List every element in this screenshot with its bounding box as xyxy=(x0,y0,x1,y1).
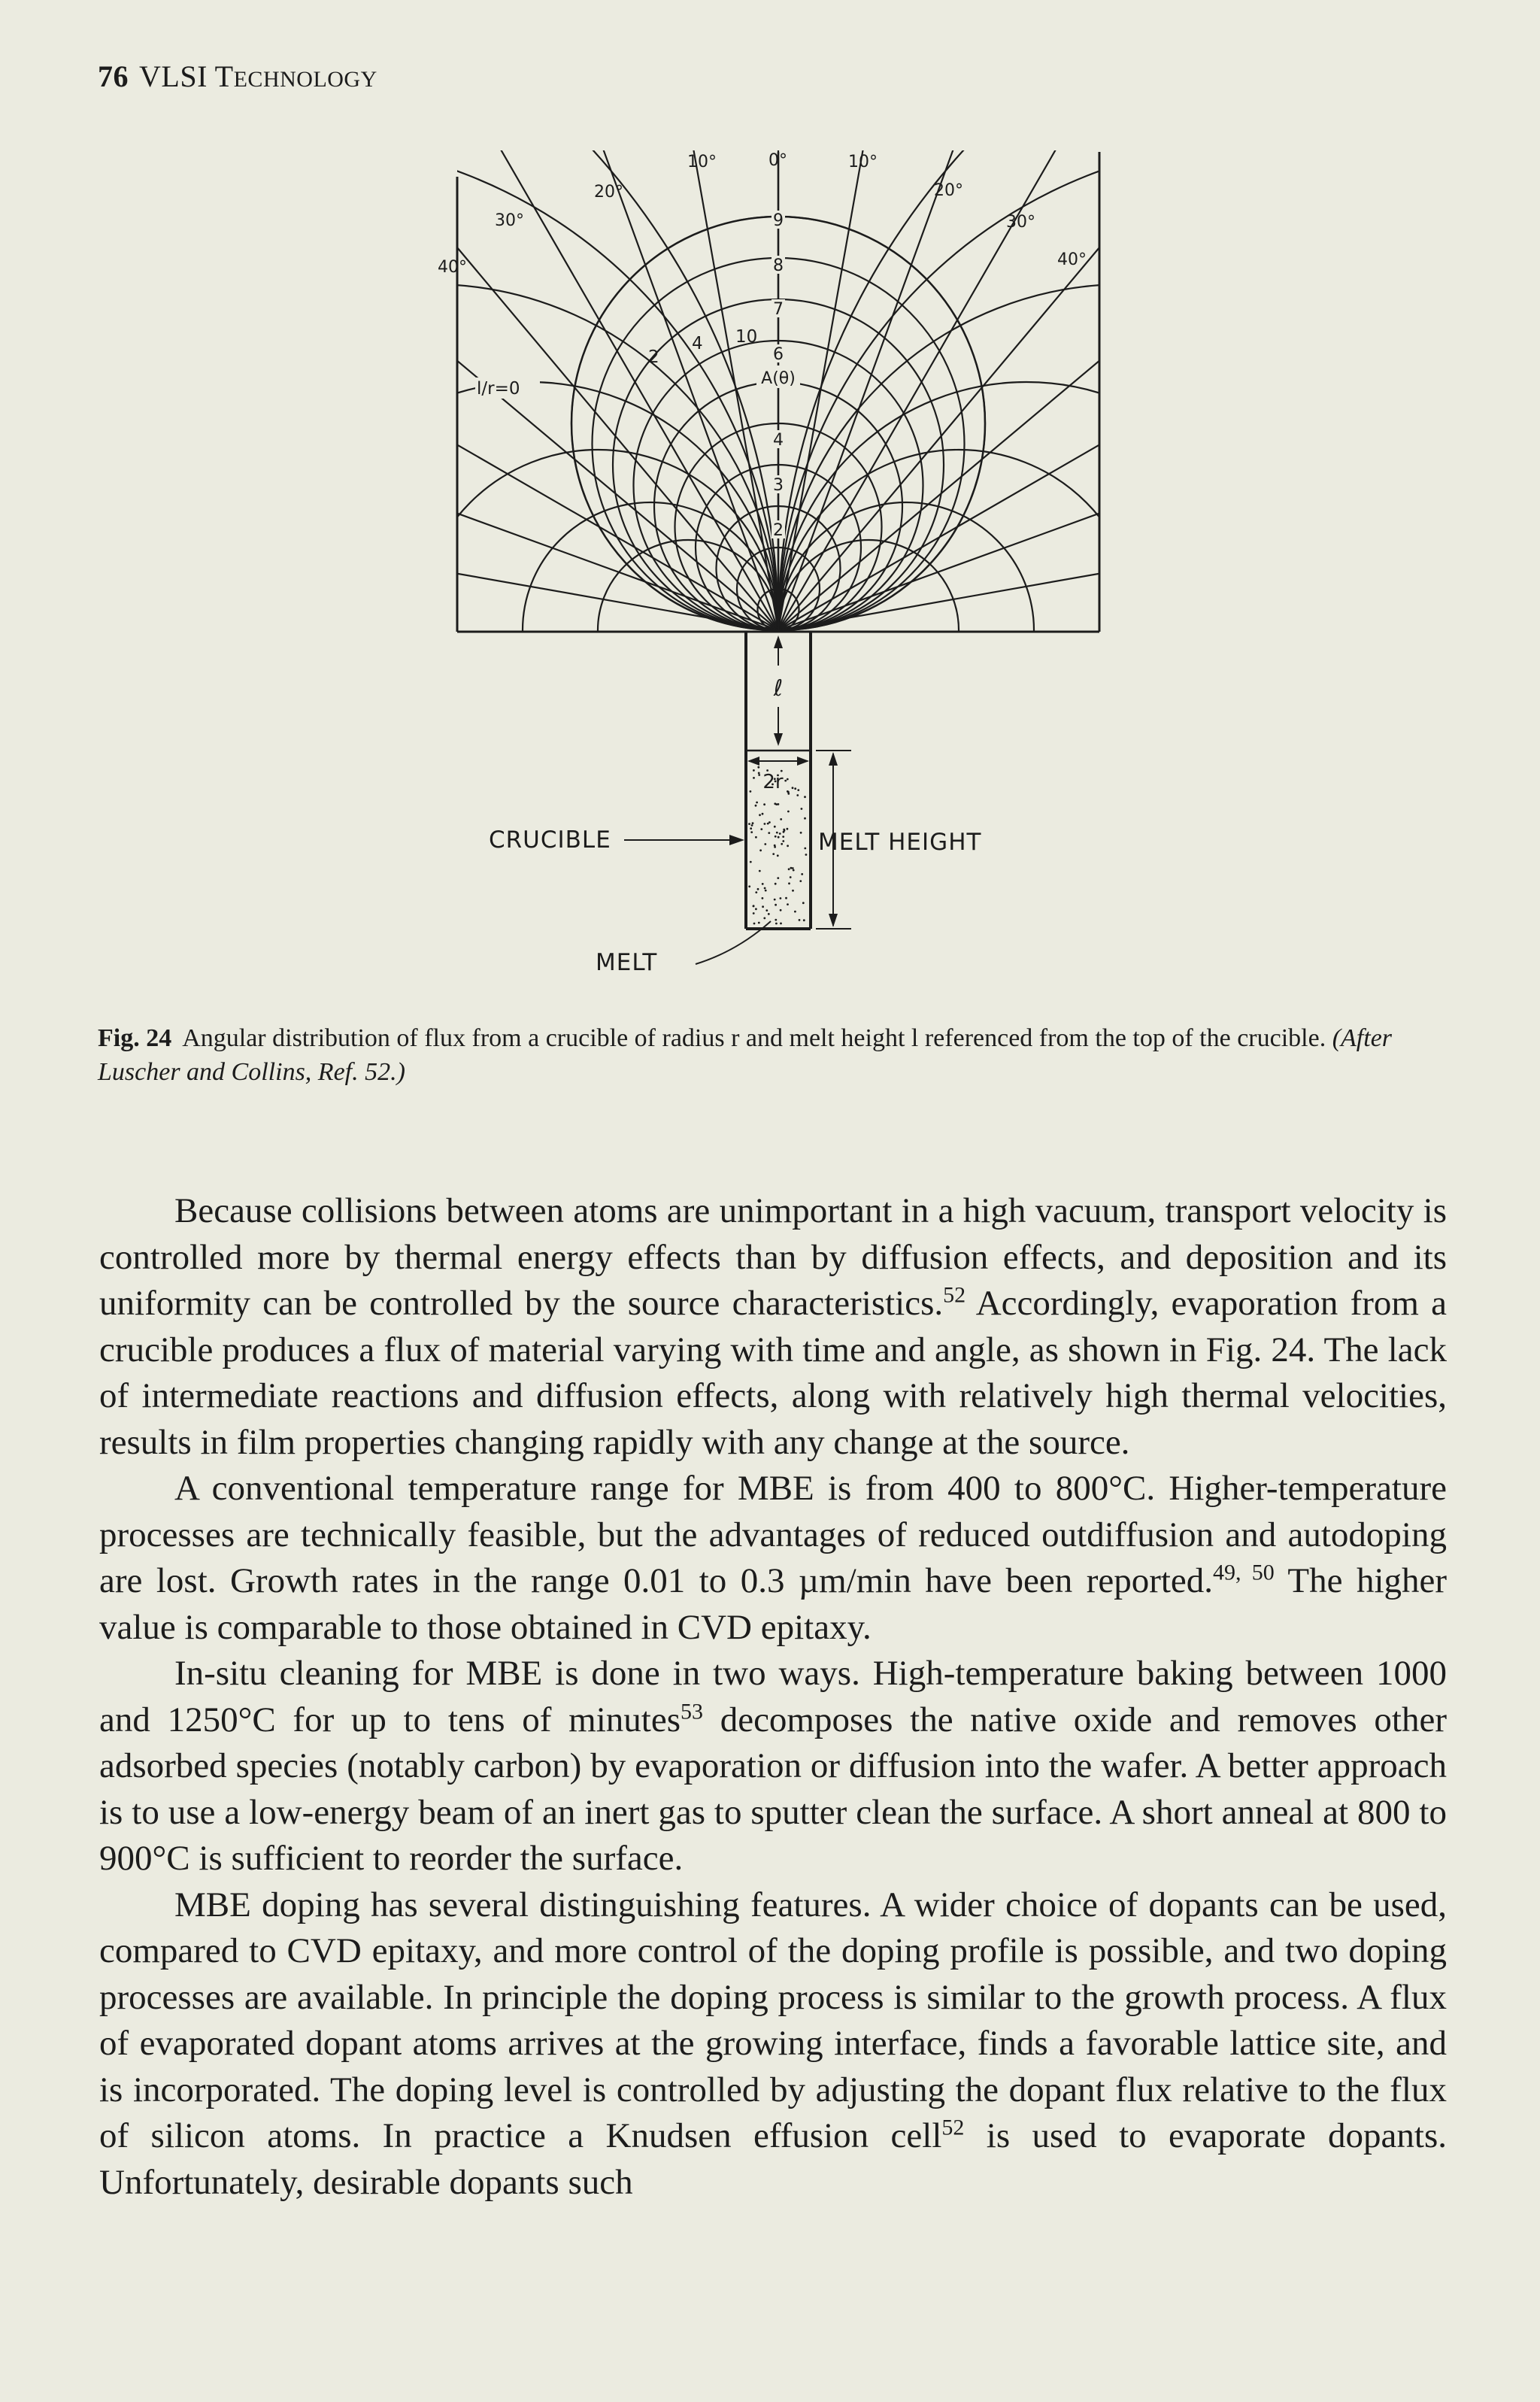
melt-dot xyxy=(777,877,779,879)
melt-dot xyxy=(802,902,805,904)
melt-dot xyxy=(790,876,792,878)
angle-label-center: 0° xyxy=(768,151,787,170)
page-number: 76 xyxy=(98,59,129,93)
melt-dot xyxy=(757,766,759,769)
melt-dot xyxy=(775,883,777,885)
melt-dot xyxy=(787,845,789,847)
melt-dot xyxy=(804,817,806,820)
melt-dot xyxy=(787,811,790,813)
figure-label: Fig. 24 xyxy=(98,1024,172,1052)
melt-dot xyxy=(775,919,777,921)
melt-dot xyxy=(801,873,803,875)
melt-dot xyxy=(780,923,782,925)
angle-label-left-40: 40° xyxy=(438,258,467,277)
melt-dot xyxy=(782,840,784,842)
angle-label-left-30: 30° xyxy=(495,211,524,230)
melt-dot xyxy=(804,848,806,850)
melt-dot xyxy=(780,897,782,899)
lr-curve xyxy=(778,502,1034,758)
melt-dot xyxy=(750,790,752,793)
melt-dot xyxy=(765,890,767,892)
melt-dot xyxy=(759,849,762,851)
melt-dot xyxy=(805,854,808,856)
paragraph-3-text-b: decomposes the native oxide and removes other adsorbed species (notably carbon) by evaporation or diffusion into the wafer. A better approach is to use a low-energy beam of an inert gas to sputter clean the surface. A short anneal at 800 to 900°C is sufficient to reorder the surface. xyxy=(99,1700,1447,1878)
melt-dot xyxy=(756,802,758,804)
melt-dot xyxy=(784,780,787,782)
melt-dot xyxy=(790,867,793,869)
melt-dot xyxy=(780,818,782,820)
melt-dot xyxy=(787,793,790,795)
melt-dot xyxy=(750,827,752,829)
l-over-r-4: 4 xyxy=(692,334,703,353)
lr-curve xyxy=(421,450,778,811)
radial-line xyxy=(778,135,1010,630)
melt-dot xyxy=(759,814,761,816)
running-title-rest: ECHNOLOGY xyxy=(233,67,377,92)
axis-tick-7: 7 xyxy=(773,300,784,319)
melt-dot xyxy=(767,823,769,825)
melt-dot xyxy=(768,832,770,834)
melt-dot xyxy=(758,774,760,776)
melt-dot xyxy=(753,923,756,925)
melt-dot xyxy=(797,789,799,791)
melt-dot xyxy=(792,787,794,789)
radial-line xyxy=(778,399,1113,630)
paragraph-4-text-b: is used to evaporate dopants. Unfortunately, desirable dopants such xyxy=(99,2116,1448,2202)
axis-tick-3: 3 xyxy=(773,476,784,495)
melt-dot xyxy=(804,796,806,798)
length-label: ℓ xyxy=(773,675,784,702)
lr-curve xyxy=(421,382,778,878)
body-text xyxy=(99,1188,1447,2206)
lr-curve xyxy=(778,450,1113,811)
melt-label: MELT xyxy=(596,949,658,976)
melt-dot xyxy=(748,885,750,887)
axis-tick-9: 9 xyxy=(773,211,784,230)
melt-dot xyxy=(764,843,766,845)
melt-dot xyxy=(799,919,801,921)
paragraph-1-text-a: Because collisions between atoms are unimportant in a high vacuum, transport velocity is controlled more by thermal energy effects than by diffusion effects, and deposition and its uniformity can be controlled by the source characteristics. xyxy=(99,1191,1447,1323)
melt-dot xyxy=(764,887,766,890)
reference-52-b: 52 xyxy=(941,2115,965,2140)
melt-dot xyxy=(774,845,776,847)
running-head xyxy=(98,59,377,94)
melt-dot xyxy=(748,823,750,825)
melt-dot xyxy=(757,888,759,890)
radial-line xyxy=(778,135,1113,630)
melt-dot xyxy=(788,882,790,884)
melt-dot xyxy=(794,787,796,790)
melt-dot xyxy=(765,909,768,911)
melt-dot xyxy=(762,897,764,899)
melt-dot xyxy=(787,790,789,793)
lr-curve xyxy=(778,284,1113,976)
melt-dot xyxy=(775,803,778,805)
running-title-initial: VLSI T xyxy=(139,59,234,93)
radius-label: 2r xyxy=(762,771,784,793)
melt-dot xyxy=(750,861,752,863)
melt-dot xyxy=(750,831,753,833)
paragraph-1 xyxy=(99,1188,1447,1466)
angle-label-left-20: 20° xyxy=(594,183,623,202)
melt-dot xyxy=(762,883,764,885)
axis-tick-8: 8 xyxy=(773,256,784,275)
melt-dot xyxy=(783,829,785,831)
radial-line xyxy=(421,399,778,630)
melt-dot xyxy=(753,912,755,914)
reference-49-50: 49, 50 xyxy=(1213,1560,1275,1585)
paragraph-2 xyxy=(99,1466,1447,1651)
crucible-pointer xyxy=(624,835,744,845)
paragraph-3 xyxy=(99,1651,1447,1882)
melt-dot xyxy=(763,803,765,805)
melt-dot xyxy=(775,904,777,906)
melt-dot xyxy=(776,832,778,834)
melt-dot xyxy=(762,813,764,815)
axis-label: A(θ) xyxy=(761,369,796,388)
paragraph-2-text-a: A conventional temperature range for MBE is from 400 to 800°C. Higher-temperature processes are technically feasible, but the advantages of reduced outdiffusion and autodoping are lost. Growth rates in the range 0.01 to 0.3 µm/min have been reported. xyxy=(99,1469,1447,1600)
l-over-r-zero-label: l/r=0 xyxy=(477,379,520,399)
melt-dot xyxy=(755,836,757,839)
melt-dot xyxy=(787,903,789,905)
melt-dot xyxy=(792,890,794,892)
radial-line xyxy=(421,292,778,630)
melt-dot xyxy=(785,897,787,899)
melt-dot xyxy=(778,836,780,839)
melt-dot xyxy=(775,836,777,838)
melt-dot xyxy=(780,909,782,911)
melt-dot xyxy=(762,905,764,908)
melt-height-label: MELT HEIGHT xyxy=(818,829,982,856)
lr-curve xyxy=(523,502,778,758)
paragraph-4 xyxy=(99,1882,1447,2206)
melt-dot xyxy=(753,769,755,772)
reference-52: 52 xyxy=(943,1282,966,1308)
angle-label-right-20: 20° xyxy=(934,181,963,200)
melt-dot xyxy=(799,880,802,882)
melt-dot xyxy=(781,843,783,845)
paragraph-1-text-b: Accordingly, evaporation from a crucible produces a flux of material varying with time and angle, as shown in Fig. 24. The lack of intermediate reactions and diffusion effects, along with relatively high thermal velocities, results in film properties changing rapidly with any change at the source. xyxy=(99,1284,1447,1462)
melt-dot xyxy=(792,867,794,869)
melt-dot xyxy=(803,919,805,921)
melt-dot xyxy=(753,777,755,779)
lr-curve xyxy=(778,540,959,720)
melt-dot xyxy=(755,908,757,910)
figure-caption xyxy=(98,1021,1451,1089)
crucible-label: CRUCIBLE xyxy=(489,826,611,854)
lr-curve xyxy=(778,382,1113,878)
melt-dot xyxy=(788,868,790,870)
radial-line xyxy=(547,135,778,630)
polar-grid xyxy=(421,135,1113,1000)
melt-dot xyxy=(758,922,760,924)
melt-dot xyxy=(800,832,802,834)
melt-dot xyxy=(774,826,776,828)
melt-dot xyxy=(764,823,766,825)
melt-dot xyxy=(779,833,781,835)
melt-dot xyxy=(772,853,775,855)
caption-text: Angular distribution of flux from a crucible of radius r and melt height l referenced from the top of the crucible. xyxy=(182,1024,1326,1052)
melt-dot xyxy=(755,891,757,893)
axis-tick-6: 6 xyxy=(773,345,784,364)
central-axis xyxy=(756,211,800,540)
flux-distribution-diagram xyxy=(421,135,1113,1000)
melt-dot xyxy=(794,911,796,913)
melt-dot xyxy=(768,913,770,915)
angle-label-right-30: 30° xyxy=(1006,213,1035,232)
lr-curve xyxy=(598,540,778,720)
melt-dot xyxy=(774,899,776,901)
melt-dot xyxy=(751,824,753,826)
angle-label-right-10: 10° xyxy=(848,153,878,171)
paragraph-2-text-b: The higher value is comparable to those obtained in CVD epitaxy. xyxy=(99,1561,1448,1647)
angle-label-left-10: 10° xyxy=(687,153,717,171)
melt-dot xyxy=(752,822,754,824)
melt-dot xyxy=(755,805,757,807)
melt-dot xyxy=(775,923,778,925)
radius-dimension xyxy=(747,757,809,766)
melt-dot xyxy=(787,828,789,830)
melt-dot xyxy=(777,854,779,857)
axis-tick-2: 2 xyxy=(773,521,784,540)
figure-24 xyxy=(421,135,1113,1000)
radial-line xyxy=(778,135,1113,630)
melt-dot xyxy=(758,772,760,775)
angle-label-right-40: 40° xyxy=(1057,250,1087,269)
l-over-r-2: 2 xyxy=(648,347,659,367)
melt-dot xyxy=(787,778,789,781)
radial-line xyxy=(421,135,778,630)
melt-dot xyxy=(763,917,765,920)
melt-dot xyxy=(760,828,762,830)
melt-dot xyxy=(759,870,761,872)
axis-tick-4: 4 xyxy=(773,431,784,450)
melt-dot xyxy=(801,808,803,810)
melt-dot xyxy=(793,869,795,872)
caption-credit: (After Luscher and Collins, Ref. 52.) xyxy=(98,1024,1393,1086)
melt-dot xyxy=(782,836,784,838)
melt-dot xyxy=(796,794,799,796)
melt-dot xyxy=(753,905,755,908)
lr-curve xyxy=(421,141,778,1000)
reference-53: 53 xyxy=(681,1698,703,1724)
l-over-r-10: 10 xyxy=(735,327,758,347)
paragraph-3-text-a: In-situ cleaning for MBE is done in two ways. High-temperature baking between 1000 and 1250°C for up to tens of minutes xyxy=(99,1654,1447,1739)
paragraph-4-text-a: MBE doping has several distinguishing features. A wider choice of dopants can be used, compared to CVD epitaxy, and more control of the doping profile is possible, and two doping processes are available. In principle the doping process is similar to the growth process. A flux of evaporated dopant atoms arrives at the growing interface, finds a favorable lattice site, and is incorporated. The doping level is controlled by adjusting the dopant flux relative to the flux of silicon atoms. In practice a Knudsen effusion cell xyxy=(99,1885,1447,2155)
